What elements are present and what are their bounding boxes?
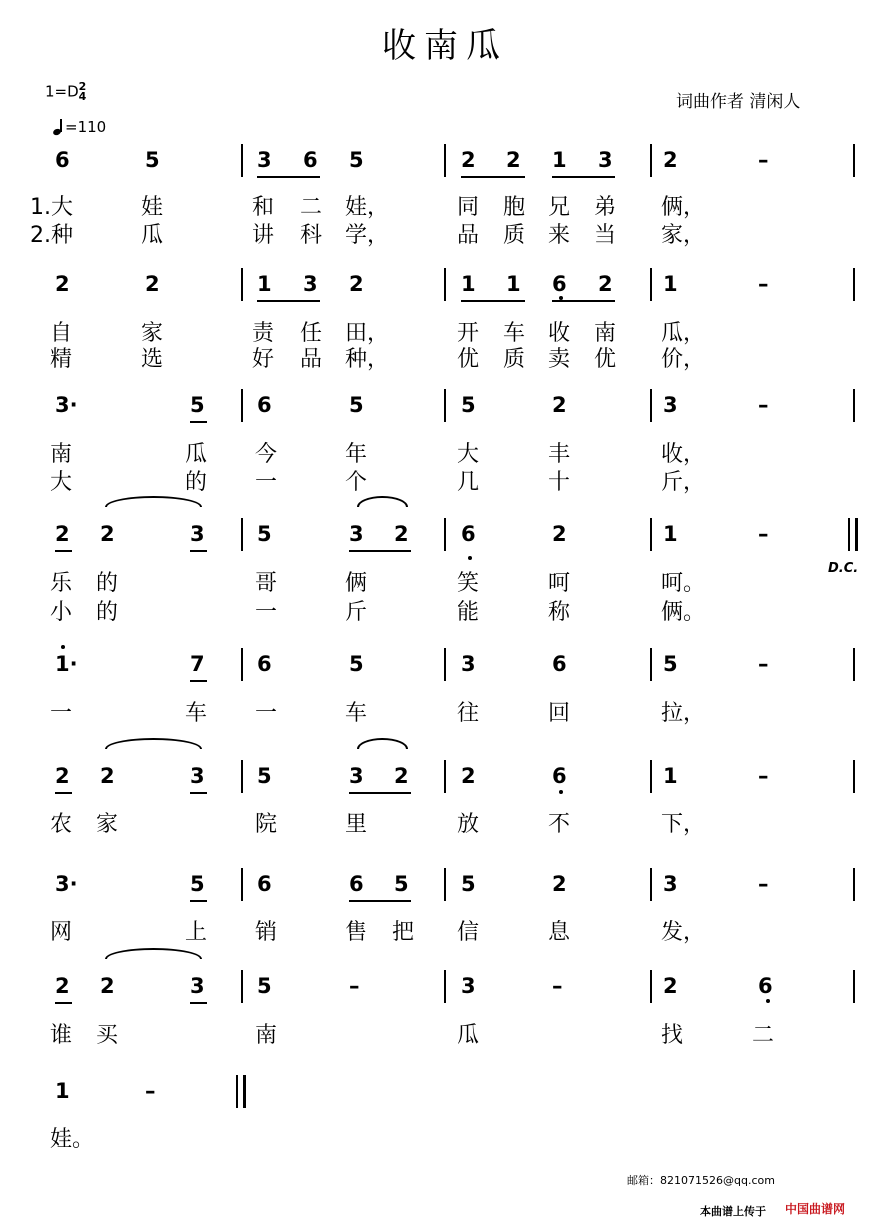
lyric-char: 的 [96, 600, 119, 625]
final-barline [236, 1075, 238, 1108]
note: 6 [758, 974, 773, 998]
lyric-char: 买 [96, 1023, 119, 1048]
duration-underline [257, 300, 320, 302]
high-octave-dot [61, 645, 65, 649]
note: 5 [190, 872, 205, 896]
slur [105, 738, 202, 749]
lyric-char: 讲 [252, 223, 275, 248]
barline [241, 970, 243, 1003]
duration-underline [190, 792, 207, 794]
note: 5 [257, 974, 272, 998]
lyric-char: 把 [392, 920, 415, 945]
note: 2 [552, 872, 567, 896]
lyric-char: 一 [50, 701, 73, 726]
duration-underline [190, 421, 207, 423]
lyric-char: 瓜 [457, 1023, 480, 1048]
lyric-char: 拉， [661, 701, 706, 726]
lyric-char: 几 [457, 470, 480, 495]
lyric-char: 呵 [548, 571, 571, 596]
slur [357, 496, 408, 507]
note: 2 [55, 764, 70, 788]
note: 2 [55, 272, 70, 296]
lyric-char: 销 [255, 920, 278, 945]
lyric-char: 品 [457, 223, 480, 248]
lyric-char: 科 [300, 223, 323, 248]
note: 5 [349, 652, 364, 676]
note: 2 [461, 764, 476, 788]
note: 2 [598, 272, 613, 296]
duration-underline [349, 900, 411, 902]
note: 5 [663, 652, 678, 676]
note: 3 [663, 393, 678, 417]
lyric-char: 任 [300, 321, 323, 346]
note: 3· [55, 393, 78, 417]
note: 3 [461, 652, 476, 676]
note: 6 [349, 872, 364, 896]
lyric-char: 售 [345, 920, 368, 945]
barline [853, 868, 855, 901]
note: 1 [55, 1079, 70, 1103]
note: 6 [55, 148, 70, 172]
lyric-char: 的 [96, 571, 119, 596]
lyric-char: 收， [661, 442, 706, 467]
note: 2 [55, 522, 70, 546]
key-signature [45, 82, 86, 102]
duration-underline [349, 792, 411, 794]
lyric-char: 优 [457, 347, 480, 372]
lyric-char: 不 [548, 812, 571, 837]
lyric-char: 娃 [141, 195, 164, 220]
lyric-char: 息 [548, 920, 571, 945]
lyric-char: 种， [345, 347, 390, 372]
duration-underline [55, 1002, 72, 1004]
lyric-char: 大 [50, 470, 73, 495]
barline [241, 518, 243, 551]
note: 2 [100, 974, 115, 998]
barline [650, 518, 652, 551]
note: 5 [257, 522, 272, 546]
note: 2 [506, 148, 521, 172]
note: – [758, 764, 769, 788]
note: 3 [349, 764, 364, 788]
note: 2 [663, 974, 678, 998]
lyric-char: 责 [252, 321, 275, 346]
note: 6 [303, 148, 318, 172]
barline [241, 389, 243, 422]
lyric-char: 精 [50, 347, 73, 372]
low-octave-dot [468, 556, 472, 560]
note: 3 [257, 148, 272, 172]
lyric-char: 一 [255, 470, 278, 495]
note: 6 [552, 764, 567, 788]
note: – [758, 652, 769, 676]
duration-underline [552, 176, 615, 178]
barline [444, 268, 446, 301]
duration-underline [55, 550, 72, 552]
note: 3 [303, 272, 318, 296]
lyric-char: 选 [141, 347, 164, 372]
lyric-char: 来 [548, 223, 571, 248]
barline [650, 760, 652, 793]
barline [853, 760, 855, 793]
note: 2 [461, 148, 476, 172]
lyric-char: 家， [661, 223, 706, 248]
site-logo: 中国曲谱网 [785, 1202, 846, 1216]
lyric-char: 回 [548, 701, 571, 726]
lyric-char: 网 [50, 920, 73, 945]
note: 5 [394, 872, 409, 896]
barline [853, 268, 855, 301]
lyric-char: 瓜 [141, 223, 164, 248]
barline [444, 389, 446, 422]
lyric-char: 小 [50, 600, 73, 625]
note: 5 [190, 393, 205, 417]
lyric-char: 年 [345, 442, 368, 467]
note: 2 [663, 148, 678, 172]
duration-underline [349, 550, 411, 552]
lyric-char: 家 [141, 321, 164, 346]
barline [853, 648, 855, 681]
lyric-char: 院 [255, 812, 278, 837]
note: 3 [461, 974, 476, 998]
duration-underline [55, 792, 72, 794]
low-octave-dot [766, 999, 770, 1003]
barline [650, 648, 652, 681]
lyric-char: 田， [345, 321, 390, 346]
note: – [758, 148, 769, 172]
note: 2 [100, 522, 115, 546]
lyric-char: 开 [457, 321, 480, 346]
note: 1 [257, 272, 272, 296]
barline [241, 648, 243, 681]
lyric-char: 往 [457, 701, 480, 726]
lyric-char: 能 [457, 600, 480, 625]
note: 3 [190, 764, 205, 788]
lyric-char: 信 [457, 920, 480, 945]
lyric-char: 南 [255, 1023, 278, 1048]
lyric-char: 一 [255, 600, 278, 625]
note: 5 [257, 764, 272, 788]
note: 2 [349, 272, 364, 296]
lyric-char: 俩 [345, 571, 368, 596]
lyric-char: 一 [255, 701, 278, 726]
note: 7 [190, 652, 205, 676]
barline [241, 144, 243, 177]
note: – [758, 272, 769, 296]
barline [853, 389, 855, 422]
note: 2 [552, 522, 567, 546]
note: 3 [598, 148, 613, 172]
lyric-char: 呵。 [661, 571, 706, 596]
note: 6 [552, 652, 567, 676]
lyric-char: 品 [300, 347, 323, 372]
barline [650, 970, 652, 1003]
note: 6 [257, 652, 272, 676]
note: 2 [552, 393, 567, 417]
note: 2 [55, 974, 70, 998]
barline [853, 144, 855, 177]
note: 2 [394, 764, 409, 788]
duration-underline [190, 680, 207, 682]
barline [650, 389, 652, 422]
note: 6 [257, 872, 272, 896]
note: 6 [257, 393, 272, 417]
lyric-char: 里 [345, 812, 368, 837]
duration-underline [552, 300, 615, 302]
lyric-char: 瓜 [185, 442, 208, 467]
lyric-char: 的 [185, 470, 208, 495]
duration-underline [190, 1002, 207, 1004]
duration-underline [257, 176, 320, 178]
barline [444, 518, 446, 551]
note: 6 [552, 272, 567, 296]
lyric-char: 发， [661, 920, 706, 945]
lyric-char: 哥 [255, 571, 278, 596]
barline [444, 868, 446, 901]
note: 1 [663, 522, 678, 546]
note: 2 [145, 272, 160, 296]
lyric-char: 十 [548, 470, 571, 495]
note: 5 [461, 872, 476, 896]
note: 3 [190, 522, 205, 546]
note: 1· [55, 652, 78, 676]
lyric-char: 个 [345, 470, 368, 495]
lyric-char: 同 [457, 195, 480, 220]
quarter-note-icon [53, 119, 63, 135]
note: 5 [461, 393, 476, 417]
lyric-char: 价， [661, 347, 706, 372]
lyric-char: 娃。 [50, 1127, 95, 1152]
lyric-char: 家 [96, 812, 119, 837]
lyric-char: 称 [548, 600, 571, 625]
barline [650, 868, 652, 901]
note: 3 [349, 522, 364, 546]
note: – [758, 393, 769, 417]
note: – [145, 1079, 156, 1103]
barline [241, 760, 243, 793]
author-credit: 词曲作者 清闲人 [676, 92, 801, 112]
lyric-char: 卖 [548, 347, 571, 372]
final-barline [243, 1075, 246, 1108]
barline [241, 268, 243, 301]
lyric-char: 质 [503, 223, 526, 248]
duration-underline [461, 176, 525, 178]
note: 3 [190, 974, 205, 998]
lyric-char: 优 [594, 347, 617, 372]
lyric-char: 胞 [503, 195, 526, 220]
lyric-char: 俩， [661, 195, 706, 220]
lyric-char: 南 [594, 321, 617, 346]
note: – [758, 872, 769, 896]
barline [444, 970, 446, 1003]
note: 2 [394, 522, 409, 546]
note: 5 [349, 148, 364, 172]
note: 3· [55, 872, 78, 896]
lyric-char: 斤， [661, 470, 706, 495]
note: 1 [506, 272, 521, 296]
barline [650, 268, 652, 301]
song-title: 收南瓜 [382, 26, 508, 66]
lyric-char: 大 [457, 442, 480, 467]
lyric-char: 二 [300, 195, 323, 220]
lyric-char: 车 [503, 321, 526, 346]
barline [444, 648, 446, 681]
barline [241, 868, 243, 901]
barline [444, 144, 446, 177]
lyric-char: 今 [255, 442, 278, 467]
note: 5 [349, 393, 364, 417]
note: – [552, 974, 563, 998]
note: 1 [461, 272, 476, 296]
footer-email: 邮箱：821071526@qq.com [627, 1174, 775, 1187]
lyric-char: 找 [661, 1023, 684, 1048]
lyric-char: 自 [50, 321, 73, 346]
lyric-char: 兄 [548, 195, 571, 220]
duration-underline [461, 300, 525, 302]
lyric-char: 放 [457, 812, 480, 837]
barline [444, 760, 446, 793]
lyric-char: 收 [548, 321, 571, 346]
slur [357, 738, 408, 749]
lyric-char: 俩。 [661, 600, 706, 625]
lyric-char: 弟 [594, 195, 617, 220]
lyric-char: 2.种 [30, 223, 73, 248]
note: 5 [145, 148, 160, 172]
note: 1 [663, 272, 678, 296]
note: 2 [100, 764, 115, 788]
slur [105, 948, 202, 959]
lyric-char: 谁 [50, 1023, 73, 1048]
lyric-char: 斤 [345, 600, 368, 625]
barline [853, 970, 855, 1003]
lyric-char: 质 [503, 347, 526, 372]
lyric-char: 车 [185, 701, 208, 726]
note: – [349, 974, 360, 998]
lyric-char: 和 [252, 195, 275, 220]
lyric-char: 下， [661, 812, 706, 837]
dc-marking: D.C. [828, 561, 859, 576]
low-octave-dot [559, 790, 563, 794]
lyric-char: 当 [594, 223, 617, 248]
footer-upload: 本曲谱上传于 [700, 1205, 766, 1218]
lyric-char: 乐 [50, 571, 73, 596]
duration-underline [190, 550, 207, 552]
duration-underline [190, 900, 207, 902]
note: 1 [552, 148, 567, 172]
tempo-text: =110 [65, 118, 107, 136]
lyric-char: 南 [50, 442, 73, 467]
slur [105, 496, 202, 507]
lyric-char: 上 [185, 920, 208, 945]
key-text: 1=D [45, 82, 79, 101]
lyric-char: 娃， [345, 195, 390, 220]
note: 6 [461, 522, 476, 546]
note: 3 [663, 872, 678, 896]
low-octave-dot [559, 296, 563, 300]
tempo-marking [53, 118, 106, 136]
barline [650, 144, 652, 177]
time-signature: 2 4 [78, 80, 87, 103]
lyric-char: 好 [252, 347, 275, 372]
lyric-char: 1.大 [30, 195, 73, 220]
lyric-char: 瓜， [661, 321, 706, 346]
lyric-char: 车 [345, 701, 368, 726]
lyric-char: 二 [752, 1023, 775, 1048]
final-barline [855, 518, 858, 551]
lyric-char: 农 [50, 812, 73, 837]
note: – [758, 522, 769, 546]
lyric-char: 学， [345, 223, 390, 248]
final-barline [848, 518, 850, 551]
lyric-char: 笑 [457, 571, 480, 596]
lyric-char: 丰 [548, 442, 571, 467]
note: 1 [663, 764, 678, 788]
